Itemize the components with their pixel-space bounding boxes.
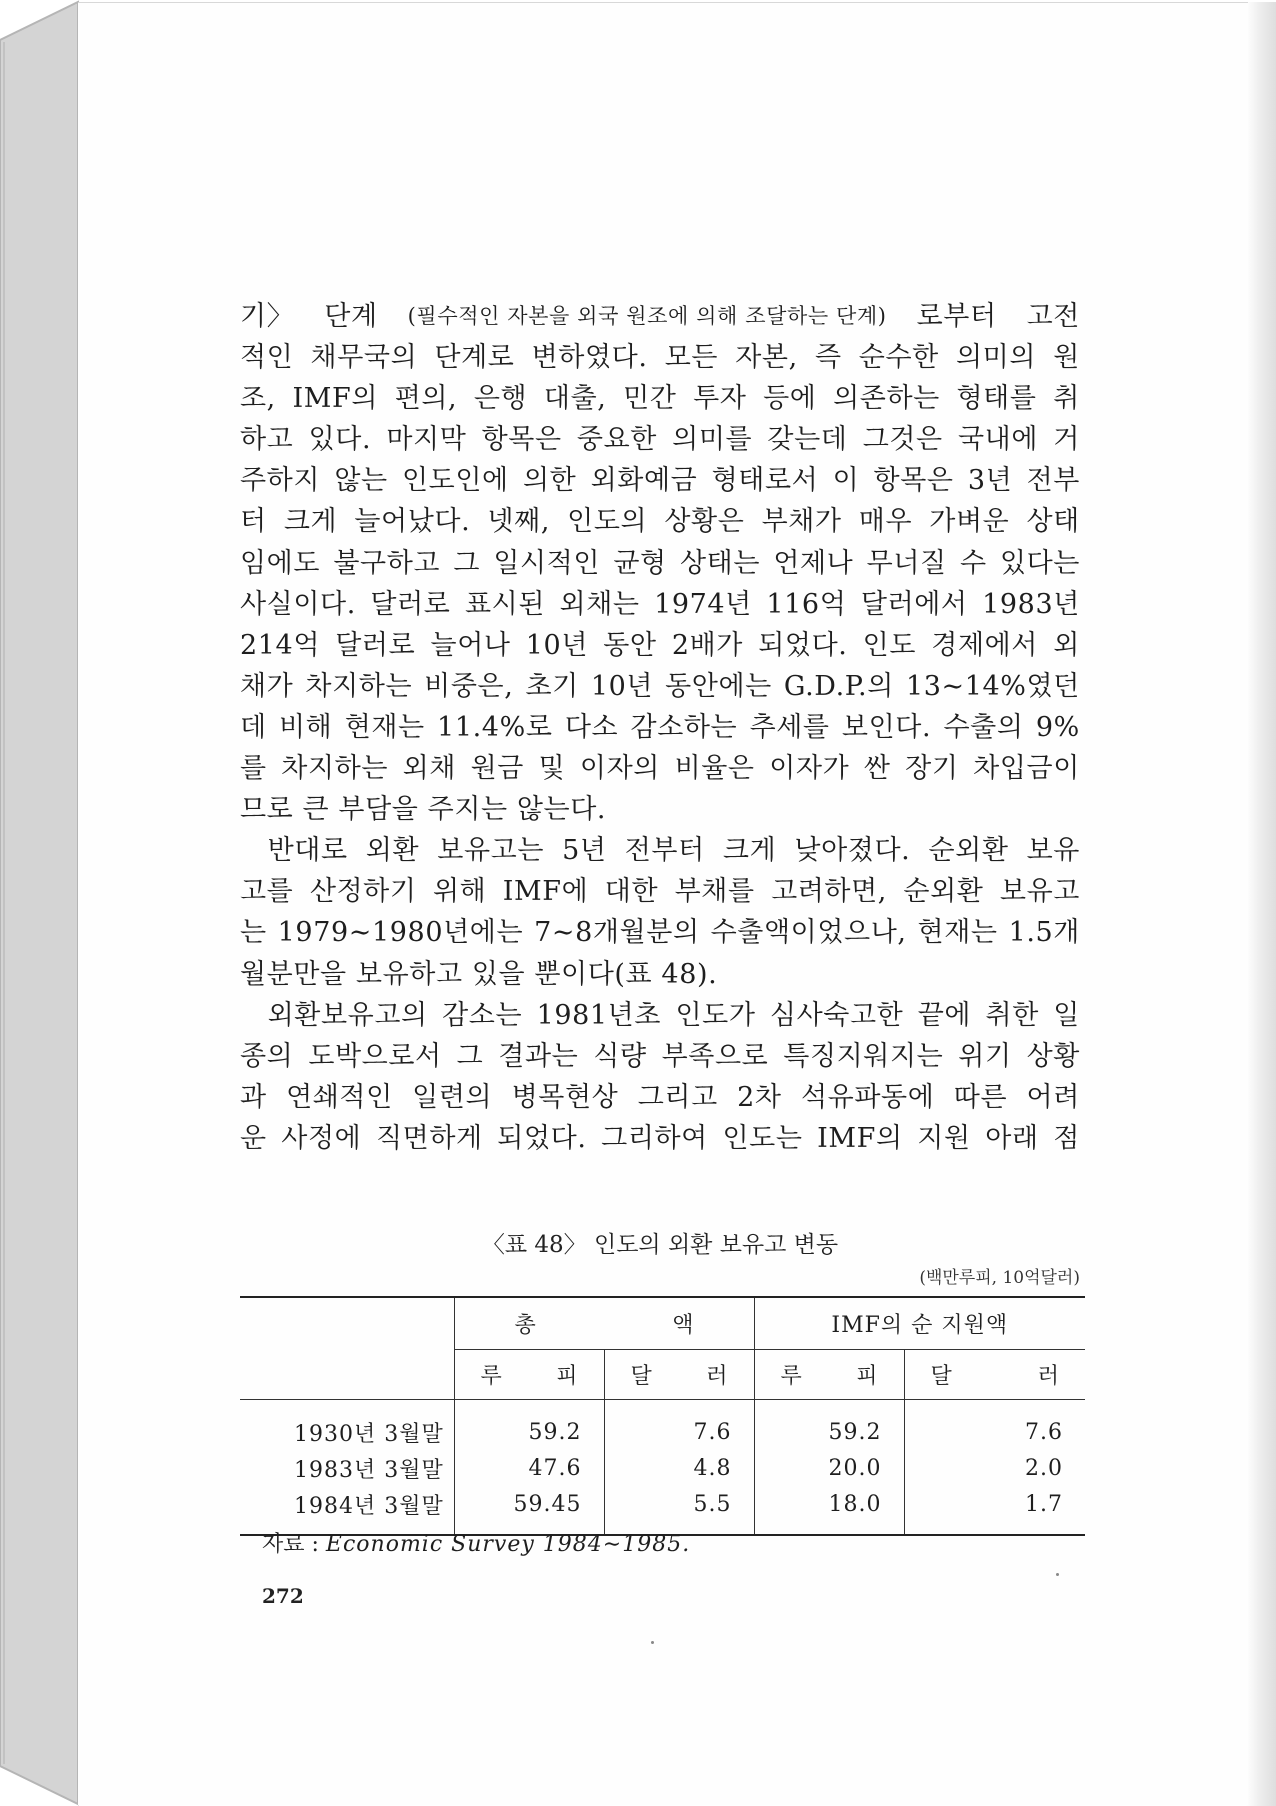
text-segment: 있다. — [308, 424, 372, 456]
text-segment: 언제나 — [773, 547, 854, 579]
page-number: 272 — [262, 1584, 304, 1608]
subheader-total-dollar — [604, 1349, 754, 1399]
text-segment: 달러로 — [335, 629, 416, 661]
text-segment: 현재는 — [344, 711, 425, 743]
text-segment: 순외환 — [903, 876, 984, 908]
text-segment: 2배가 — [671, 629, 743, 661]
text-segment: 외 — [1053, 629, 1080, 661]
text-segment: IMF의 — [292, 383, 379, 415]
text-segment: 즉 — [814, 342, 842, 374]
text-line — [240, 419, 1080, 460]
text-segment: 취 — [1053, 383, 1080, 415]
text-segment: 보유고는 — [437, 835, 545, 867]
group-header-total — [454, 1297, 754, 1349]
text-segment: 10년 — [525, 629, 589, 661]
text-segment: 투자 — [693, 383, 747, 415]
text-segment: 인도인에 — [401, 465, 509, 497]
text-line — [240, 296, 1080, 337]
text-segment: 13∼14%였던 — [905, 670, 1080, 702]
text-segment: 의한 — [522, 465, 577, 497]
text-segment: 대출, — [543, 383, 607, 415]
cell-total-rupee: 59.2 — [454, 1400, 604, 1451]
text-segment: 낮아졌다. — [794, 835, 911, 867]
text-segment: 214억 — [240, 629, 321, 661]
table-caption: 〈표 48〉 인도의 외환 보유고 변동 — [481, 1232, 839, 1258]
text-segment: 초기 — [525, 670, 579, 702]
text-segment: 부채가 — [761, 506, 842, 538]
text-segment: 수출의 — [943, 711, 1024, 743]
row-label: 1930년 3월말 — [294, 1421, 444, 1447]
text-segment: 결과는 — [498, 1040, 579, 1072]
text-segment: 월분만을 보유하고 있을 뿐이다(표 48). — [240, 958, 718, 990]
text-segment: 상태 — [1026, 506, 1080, 538]
sub-char: 루 — [480, 1363, 502, 1389]
text-segment: 부채를 — [674, 876, 755, 908]
body-text — [240, 296, 1080, 1159]
sub-char: 루 — [780, 1363, 802, 1389]
text-segment: 되었다. — [497, 1122, 587, 1154]
text-segment: 1981년초 — [536, 999, 662, 1031]
text-segment: 그것은 — [862, 424, 943, 456]
text-segment: 형태로서 — [711, 465, 819, 497]
table-unit: (백만루피, 10억달러) — [919, 1268, 1080, 1288]
text-segment: 자본, — [735, 342, 798, 374]
text-segment: 적인 — [240, 342, 294, 374]
text-segment: 직면하게 — [375, 1122, 483, 1154]
text-segment: 순외환 — [928, 835, 1009, 867]
table-row — [240, 1400, 1085, 1451]
group-total-char-2: 액 — [672, 1312, 694, 1338]
text-segment: 매우 — [858, 506, 913, 538]
source-prefix: 자료 : — [262, 1532, 326, 1557]
text-line — [240, 995, 1080, 1036]
text-segment: 심사숙고한 — [769, 999, 904, 1031]
text-segment: 인도의 — [567, 506, 648, 538]
text-segment: 모든 — [664, 342, 719, 374]
text-segment: 크게 — [722, 835, 777, 867]
text-segment: 달러로 — [370, 588, 451, 620]
sub-char: 달 — [630, 1363, 652, 1389]
table-header-row — [240, 1297, 1085, 1349]
text-segment: 외채 — [402, 753, 457, 785]
text-segment: 끝에 — [917, 999, 972, 1031]
text-segment: 표시된 — [464, 588, 546, 620]
text-segment: 단계 — [324, 301, 378, 332]
text-segment: 그리하여 — [601, 1122, 708, 1154]
text-segment: 외환보유고의 — [240, 999, 428, 1031]
cell-total-dollar: 4.8 — [604, 1450, 754, 1486]
cell-imf-rupee: 59.2 — [754, 1400, 904, 1451]
text-segment: 비율은 — [674, 753, 755, 785]
text-segment: 이 — [832, 465, 860, 497]
text-line — [240, 666, 1080, 707]
text-segment: 과 — [240, 1081, 267, 1113]
text-line — [240, 378, 1080, 419]
text-segment: 인도 — [862, 629, 917, 661]
text-segment: 11.4%로 — [437, 711, 553, 743]
text-line — [240, 748, 1080, 789]
text-line — [240, 1036, 1080, 1077]
text-segment: 상태는 — [679, 547, 761, 579]
text-segment: 늘어나 — [430, 629, 511, 661]
text-line — [240, 337, 1080, 378]
text-segment: 로부터 — [916, 301, 997, 332]
text-segment: 116억 — [766, 588, 847, 620]
text-line — [240, 871, 1080, 912]
text-segment: 다소 — [564, 711, 619, 743]
cell-imf-rupee: 20.0 — [754, 1450, 904, 1486]
text-segment: 일시적인 — [493, 547, 601, 579]
text-segment: 비중은, — [424, 670, 514, 702]
text-segment: 므로 큰 부담을 주지는 않는다. — [240, 794, 607, 826]
text-segment: 비해 — [279, 711, 333, 743]
text-segment: 상황 — [1026, 1040, 1080, 1072]
text-segment: 채가 — [240, 670, 294, 702]
text-segment: 어려 — [1026, 1081, 1080, 1113]
text-segment: 원 — [1053, 342, 1080, 374]
text-line — [240, 707, 1080, 748]
text-segment: 감소하는 — [630, 711, 738, 743]
text-line — [240, 460, 1080, 501]
text-segment: 차지하는 — [305, 670, 413, 702]
page-edge — [1246, 2, 1276, 1806]
reserves-table — [240, 1296, 1085, 1536]
text-segment: 일 — [1053, 999, 1080, 1031]
text-segment: 위해 — [432, 876, 487, 908]
text-segment: 외채는 — [559, 588, 640, 620]
text-segment: 3년 — [967, 465, 1013, 497]
text-segment: 불구하고 — [333, 547, 441, 579]
text-segment: 인도가 — [675, 999, 756, 1031]
blank-header-cell — [240, 1297, 454, 1399]
text-segment: 의존하는 — [833, 383, 940, 415]
group-header-imf: IMF의 순 지원액 — [754, 1297, 1085, 1349]
text-segment: 되었다. — [758, 629, 848, 661]
text-segment: 부족으로 — [661, 1040, 769, 1072]
text-line — [240, 912, 1080, 953]
text-segment: 원금 — [470, 753, 524, 785]
cell-total-dollar: 7.6 — [604, 1400, 754, 1451]
text-segment: 무너질 — [866, 547, 947, 579]
source-note — [262, 1527, 690, 1558]
cell-total-rupee: 47.6 — [454, 1450, 604, 1486]
text-segment: 있다는 — [999, 547, 1080, 579]
cell-imf-rupee: 18.0 — [754, 1486, 904, 1535]
text-segment: 를 — [240, 753, 267, 785]
text-segment: 도박으로서 — [308, 1040, 442, 1072]
text-segment: 운 — [240, 1122, 267, 1154]
text-segment: 수 — [959, 547, 987, 579]
text-segment: 그 — [456, 1040, 484, 1072]
text-segment: 점 — [1053, 1122, 1080, 1154]
text-segment: 7∼8개월분의 — [534, 917, 700, 949]
text-segment: 9% — [1035, 711, 1080, 743]
text-segment: 크게 — [283, 506, 338, 538]
text-segment: 보유 — [1026, 835, 1080, 867]
text-line — [240, 830, 1080, 871]
text-segment: 따른 — [953, 1081, 1008, 1113]
text-segment: 사정에 — [281, 1122, 362, 1154]
text-segment: 의미를 — [672, 424, 753, 456]
cell-imf-dollar: 7.6 — [904, 1400, 1085, 1451]
subheader-total-rupee — [454, 1349, 604, 1399]
text-segment: 의미의 — [955, 342, 1037, 374]
text-segment: 항목은 — [481, 424, 562, 456]
sub-char: 달 — [930, 1363, 952, 1389]
text-segment: 항목은 — [873, 465, 954, 497]
text-segment: 지원 — [917, 1122, 971, 1154]
text-segment: 은행 — [473, 383, 528, 415]
text-segment: 균형 — [613, 547, 667, 579]
text-segment: 형태를 — [956, 383, 1037, 415]
text-segment: 조, — [240, 383, 276, 415]
text-segment: 차입금이 — [973, 753, 1080, 785]
text-segment: 순수한 — [858, 342, 939, 374]
text-segment: 채무국의 — [310, 342, 418, 374]
text-segment: 하고 — [240, 424, 294, 456]
text-segment: 경제에서 — [931, 629, 1038, 661]
text-segment: 및 — [538, 753, 566, 785]
row-label: 1984년 3월말 — [294, 1493, 444, 1519]
text-segment: 장기 — [905, 753, 959, 785]
text-segment: 1974년 — [654, 588, 752, 620]
text-segment: 않는 — [334, 465, 388, 497]
text-segment: 병목현상 — [511, 1081, 619, 1113]
text-segment: 데 — [240, 711, 267, 743]
text-segment: 전부 — [1026, 465, 1080, 497]
text-segment: 동안 — [603, 629, 657, 661]
text-segment: 주하지 — [240, 465, 321, 497]
text-segment: IMF에 — [502, 876, 589, 908]
text-segment: 고전 — [1026, 301, 1080, 332]
text-segment: 민간 — [623, 383, 677, 415]
subheader-imf-dollar — [904, 1349, 1085, 1399]
scan-speck — [651, 1641, 654, 1644]
text-segment: 보유고 — [999, 876, 1080, 908]
text-segment: 고를 — [240, 876, 294, 908]
text-segment: 아래 — [985, 1122, 1039, 1154]
text-segment: 감소는 — [442, 999, 523, 1031]
text-segment: 달러에서 — [860, 588, 968, 620]
sub-char: 피 — [856, 1363, 878, 1389]
group-total-char-1: 총 — [514, 1312, 536, 1338]
text-segment: 갖는데 — [767, 424, 848, 456]
cell-total-dollar: 5.5 — [604, 1486, 754, 1535]
text-segment: 터 — [240, 506, 267, 538]
text-segment: 특징지워지는 — [783, 1040, 944, 1072]
text-segment: 산정하기 — [309, 876, 417, 908]
text-segment: 늘어났다. — [354, 506, 471, 538]
text-segment: 마지막 — [386, 424, 467, 456]
text-segment: 상황은 — [664, 506, 745, 538]
row-label: 1983년 3월말 — [294, 1457, 444, 1483]
text-segment: 사실이다. — [240, 588, 356, 620]
text-segment: 기〉 — [240, 301, 295, 332]
text-segment: 위기 — [958, 1040, 1012, 1072]
text-segment: 국내에 — [957, 424, 1038, 456]
text-segment: 등에 — [763, 383, 817, 415]
text-segment: 차지하는 — [281, 753, 389, 785]
text-segment: (필수적인 자본을 외국 원조에 의해 조달하는 단계) — [407, 304, 887, 328]
table-row — [240, 1450, 1085, 1486]
text-segment: 는 — [240, 917, 267, 949]
text-segment: 대한 — [604, 876, 659, 908]
text-segment: 추세를 — [749, 711, 830, 743]
text-line — [240, 543, 1080, 584]
source-title: Economic Survey 1984∼1985. — [325, 1532, 691, 1557]
text-segment: 전부터 — [624, 835, 705, 867]
text-segment: 10년 — [590, 670, 654, 702]
text-segment: G.D.P.의 — [783, 670, 894, 702]
text-segment: 변하였다. — [531, 342, 648, 374]
text-segment: 1983년 — [982, 588, 1080, 620]
text-segment: 외화예금 — [590, 465, 698, 497]
text-line — [240, 501, 1080, 542]
text-segment: 보인다. — [841, 711, 932, 743]
text-line — [240, 1118, 1080, 1159]
cell-imf-dollar: 2.0 — [904, 1450, 1085, 1486]
text-segment: 취한 — [985, 999, 1039, 1031]
text-segment: 단계로 — [434, 342, 515, 374]
text-segment: 이자의 — [579, 753, 660, 785]
text-segment: 그 — [453, 547, 481, 579]
text-segment: 식량 — [593, 1040, 647, 1072]
cell-total-rupee: 59.45 — [454, 1486, 604, 1535]
text-segment: 일련의 — [412, 1081, 493, 1113]
text-segment: 외환 — [365, 835, 420, 867]
text-segment: 5년 — [562, 835, 607, 867]
text-segment: 그리고 — [637, 1081, 718, 1113]
text-segment: 연쇄적인 — [286, 1081, 393, 1113]
cell-imf-dollar: 1.7 — [904, 1486, 1085, 1535]
text-line — [240, 584, 1080, 625]
text-segment: 편의, — [394, 383, 458, 415]
text-segment: 수출액이었으나, — [710, 917, 907, 949]
text-segment: 가벼운 — [929, 506, 1010, 538]
text-segment: 인도는 — [722, 1122, 803, 1154]
text-segment: 임에도 — [240, 547, 321, 579]
text-segment: IMF의 — [817, 1122, 903, 1154]
text-segment: 1.5개 — [1008, 917, 1080, 949]
text-segment: 반대로 — [240, 835, 348, 867]
text-segment: 1979∼1980년에는 — [277, 917, 524, 949]
text-segment: 이자가 — [769, 753, 850, 785]
text-segment: 석유파동에 — [800, 1081, 935, 1113]
text-segment: 중요한 — [576, 424, 657, 456]
text-segment: 현재는 — [917, 917, 998, 949]
text-segment: 거 — [1053, 424, 1080, 456]
text-line — [240, 625, 1080, 666]
book-spine — [0, 0, 80, 1806]
text-line — [240, 789, 1080, 830]
scan-speck — [1056, 1573, 1059, 1576]
sub-char: 피 — [556, 1363, 578, 1389]
text-segment: 2차 — [737, 1081, 782, 1113]
text-line — [240, 1077, 1080, 1118]
text-segment: 싼 — [863, 753, 891, 785]
text-line — [240, 954, 1080, 995]
text-segment: 넷째, — [487, 506, 550, 538]
subheader-imf-rupee — [754, 1349, 904, 1399]
text-segment: 동안에는 — [665, 670, 772, 702]
text-segment: 종의 — [240, 1040, 294, 1072]
sub-char: 러 — [706, 1363, 728, 1389]
text-segment: 고려하면, — [771, 876, 887, 908]
sub-char: 러 — [1037, 1363, 1059, 1389]
